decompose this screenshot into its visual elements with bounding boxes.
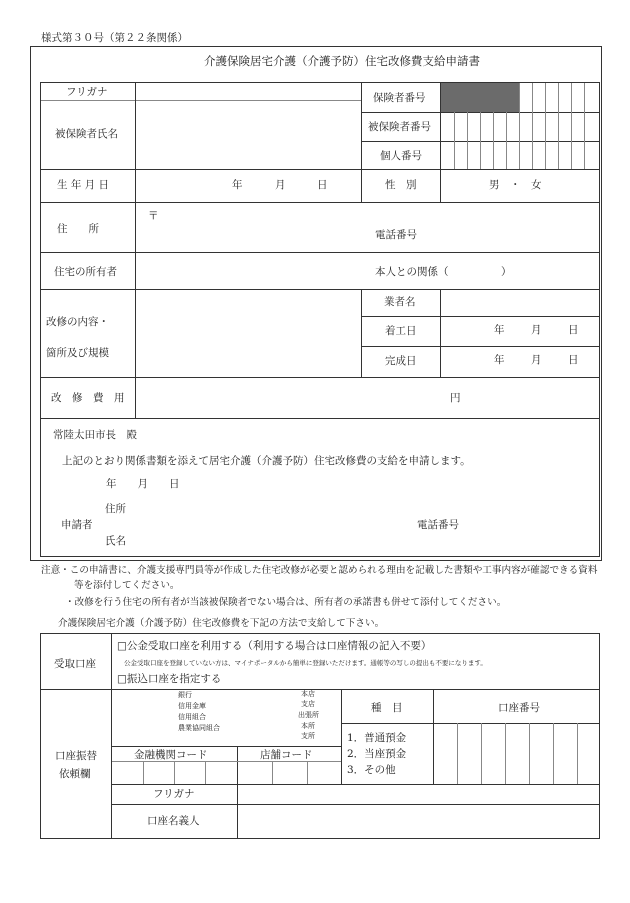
form-title: 介護保険居宅介護（介護予防）住宅改修費支給申請書 xyxy=(204,54,480,68)
note-line-2: 等を添付してください。 xyxy=(74,580,180,591)
start-day: 日 xyxy=(568,324,579,336)
furigana-label: フリガナ xyxy=(66,86,108,98)
declaration-body: 上記のとおり関係書類を添えて居宅介護（介護予防）住宅改修費の支給を申請します。 xyxy=(62,455,471,467)
declaration-date: 年 月 日 xyxy=(106,478,180,490)
option-public-account[interactable]: □公金受取口座を利用する（利用する場合は口座情報の記入不要） xyxy=(117,640,432,652)
start-date-label: 着工日 xyxy=(385,325,417,337)
kind-ordinary[interactable]: 1．普通預金 xyxy=(347,732,407,744)
complete-month: 月 xyxy=(531,354,542,366)
account-holder-label: 口座名義人 xyxy=(147,815,200,827)
branch-type-0: 本店 xyxy=(301,690,315,698)
postal-mark: 〒 xyxy=(148,210,159,222)
account-furigana-label: フリガナ xyxy=(153,788,195,800)
branch-type-1: 支店 xyxy=(301,700,315,708)
bank-type-2: 信用組合 xyxy=(178,713,206,721)
addressee: 常陸太田市長 殿 xyxy=(53,429,137,441)
note-line-3: ・改修を行う住宅の所有者が当該被保険者でない場合は、所有者の承諾書も併せて添付してください。 xyxy=(65,597,507,608)
address-label: 住 所 xyxy=(57,223,99,235)
address-phone-label: 電話番号 xyxy=(375,229,417,241)
birth-year: 年 xyxy=(232,179,243,191)
cost-label: 改 修 費 用 xyxy=(51,392,125,404)
start-year: 年 xyxy=(494,324,505,336)
cost-yen: 円 xyxy=(450,392,461,404)
bank-type-1: 信用金庫 xyxy=(178,702,206,710)
payment-intro: 介護保険居宅介護（介護予防）住宅改修費を下記の方法で支給して下さい。 xyxy=(58,618,385,629)
complete-date-label: 完成日 xyxy=(385,355,417,367)
insured-name-label: 被保険者氏名 xyxy=(55,128,118,140)
public-account-note: 公金受取口座を登録していない方は、マイナポータルから簡単に登録いただけます。通帳等の写しの提出も不要になります。 xyxy=(124,659,487,667)
bank-type-3: 農業協同組合 xyxy=(178,724,220,732)
personal-number-label: 個人番号 xyxy=(380,150,422,162)
option-transfer-account[interactable]: □振込口座を指定する xyxy=(117,673,222,685)
owner-label: 住宅の所有者 xyxy=(54,266,117,278)
renovation-label-2: 箇所及び規模 xyxy=(46,347,109,359)
bank-code-label: 金融機関コード xyxy=(134,749,208,761)
branch-type-3: 本所 xyxy=(301,722,315,730)
complete-day: 日 xyxy=(568,354,579,366)
kind-current[interactable]: 2．当座預金 xyxy=(347,748,407,760)
transfer-label-2: 依頼欄 xyxy=(59,768,91,780)
applicant-label: 申請者 xyxy=(61,519,93,531)
birth-month: 月 xyxy=(275,179,286,191)
complete-year: 年 xyxy=(494,354,505,366)
form-number: 様式第３０号（第２２条関係） xyxy=(41,32,188,44)
account-number-header: 口座番号 xyxy=(498,702,540,714)
applicant-address-label: 住所 xyxy=(105,503,126,515)
insured-number-label: 被保険者番号 xyxy=(368,121,431,133)
applicant-name-label: 氏名 xyxy=(105,535,126,547)
birth-day: 日 xyxy=(317,179,328,191)
sex-label: 性 別 xyxy=(385,179,417,191)
branch-type-4: 支所 xyxy=(301,732,315,740)
birthdate-label: 生 年 月 日 xyxy=(57,179,110,191)
bank-type-0: 銀行 xyxy=(178,691,192,699)
receive-account-label: 受取口座 xyxy=(54,658,96,670)
renovation-label-1: 改修の内容・ xyxy=(46,316,109,328)
start-month: 月 xyxy=(531,324,542,336)
insurer-number-label: 保険者番号 xyxy=(373,92,426,104)
kind-other[interactable]: 3．その他 xyxy=(347,764,396,776)
kind-header: 種 目 xyxy=(371,702,403,714)
insurer-shaded-cells xyxy=(441,83,519,112)
sex-options[interactable]: 男 ・ 女 xyxy=(489,179,542,191)
transfer-label-1: 口座振替 xyxy=(55,750,97,762)
contractor-label: 業者名 xyxy=(384,296,416,308)
applicant-phone-label: 電話番号 xyxy=(417,519,459,531)
branch-type-2: 出張所 xyxy=(298,711,319,719)
note-line-1: 注意・この申請書に、介護支援専門員等が作成した住宅改修が必要と認められる理由を記載した書類や工事内容が確認できる資料 xyxy=(41,565,598,576)
branch-code-label: 店舗コード xyxy=(260,749,313,761)
owner-relation: 本人との関係（ ） xyxy=(375,266,512,278)
